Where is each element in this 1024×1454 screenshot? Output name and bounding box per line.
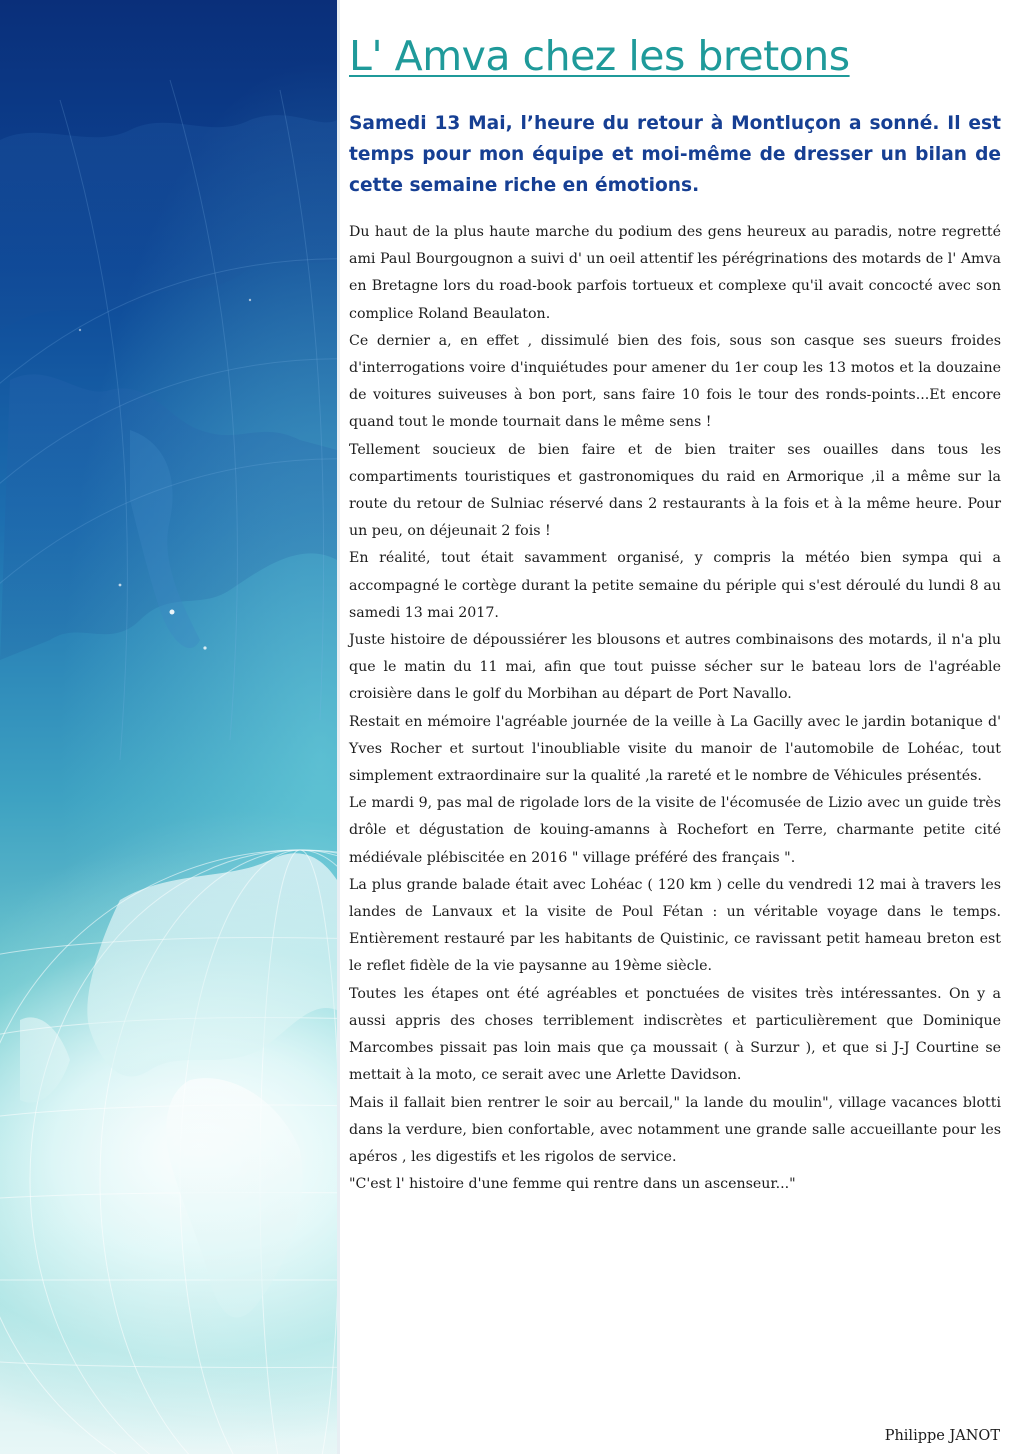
- paragraph: Du haut de la plus haute marche du podium des gens heureux au paradis, notre regretté ami Paul Bourgougnon a suivi d' un oeil attentif les pérégrinations des motards de l' Amva en Bretagne lors du road-book parfois tortueux et complexe qu'il avait concocté avec son complice Roland Beaulaton.: [349, 224, 1001, 322]
- paragraph: "C'est l' histoire d'une femme qui rentre dans un ascenseur...": [349, 1176, 796, 1193]
- paragraph: Ce dernier a, en effet , dissimulé bien des fois, sous son casque ses sueurs froides d'interrogations voire d'inquiétudes pour amener du 1er coup les 13 motos et la douzaine de voitures suiveuses à bon port, sans faire 10 fois le tour des ronds-points...Et encore quand tout le monde tournait dans le même sens !: [349, 332, 1001, 431]
- globe-illustration: [0, 0, 337, 1454]
- article-text: [349, 219, 1001, 1198]
- paragraph: Restait en mémoire l'agréable journée de la veille à La Gacilly avec le jardin botanique d' Yves Rocher et surtout l'inoubliable visite du manoir de l'automobile de Lohéac, tout simplement extraordinaire sur la qualité ,la rareté et le nombre de Véhicules présentés.: [349, 713, 1001, 785]
- paragraph: En réalité, tout était savamment organisé, y compris la météo bien sympa qui a accompagné le cortège durant la petite semaine du périple qui s'est déroulé du lundi 8 au samedi 13 mai 2017.: [349, 550, 1001, 621]
- column-divider: [337, 0, 340, 1454]
- article-body: [349, 30, 1001, 1198]
- paragraph: Toutes les étapes ont été agréables et ponctuées de visites très intéressantes. On y a aussi appris des choses terriblement indiscrètes et particulièrement que Dominique Marcombes pissait pas loin mais que ça moussait ( à Surzur ), et que si J-J Courtine se mettait à la moto, ce serait avec une Arlette Davidson.: [349, 985, 1001, 1084]
- author-signature: Philippe JANOT: [884, 1428, 1000, 1444]
- article-title: L' Amva chez les bretons: [349, 32, 850, 80]
- paragraph: Le mardi 9, pas mal de rigolade lors de la visite de l'écomusée de Lizio avec un guide très drôle et dégustation de kouing-amanns à Rochefort en Terre, charmante petite cité médiévale plébiscitée en 2016 " village préféré des français ".: [349, 795, 1001, 866]
- paragraph: Tellement soucieux de bien faire et de bien traiter ses ouailles dans tous les compartiments touristiques et gastronomiques du raid en Armorique ,il a même sur la route du retour de Sulniac réservé dans 2 restaurants à la fois et à la même heure. Pour un peu, on déjeunait 2 fois !: [349, 441, 1001, 540]
- paragraph: La plus grande balade était avec Lohéac ( 120 km ) celle du vendredi 12 mai à travers les landes de Lanvaux et la visite de Poul Fétan : un véritable voyage dans le temps. Entièrement restauré par les habitants de Quistinic, ce ravissant petit hameau breton est le reflet fidèle de la vie paysanne au 19ème siècle.: [349, 876, 1001, 975]
- paragraph: Mais il fallait bien rentrer le soir au bercail," la lande du moulin", village vacances blotti dans la verdure, bien confortable, avec notamment une grande salle accueillante pour les apéros , les digestifs et les rigolos de service.: [349, 1094, 1001, 1165]
- paragraph: Juste histoire de dépoussiérer les blousons et autres combinaisons des motards, il n'a plu que le matin du 11 mai, afin que tout puisse sécher sur le bateau lors de l'agréable croisière dans le golf du Morbihan au départ de Port Navallo.: [349, 632, 1001, 703]
- article-lead: Samedi 13 Mai, l’heure du retour à Montluçon a sonné. Il est temps pour mon équipe et moi-même de dresser un bilan de cette semaine riche en émotions.: [349, 113, 1001, 196]
- decorative-globe-banner: [0, 0, 337, 1454]
